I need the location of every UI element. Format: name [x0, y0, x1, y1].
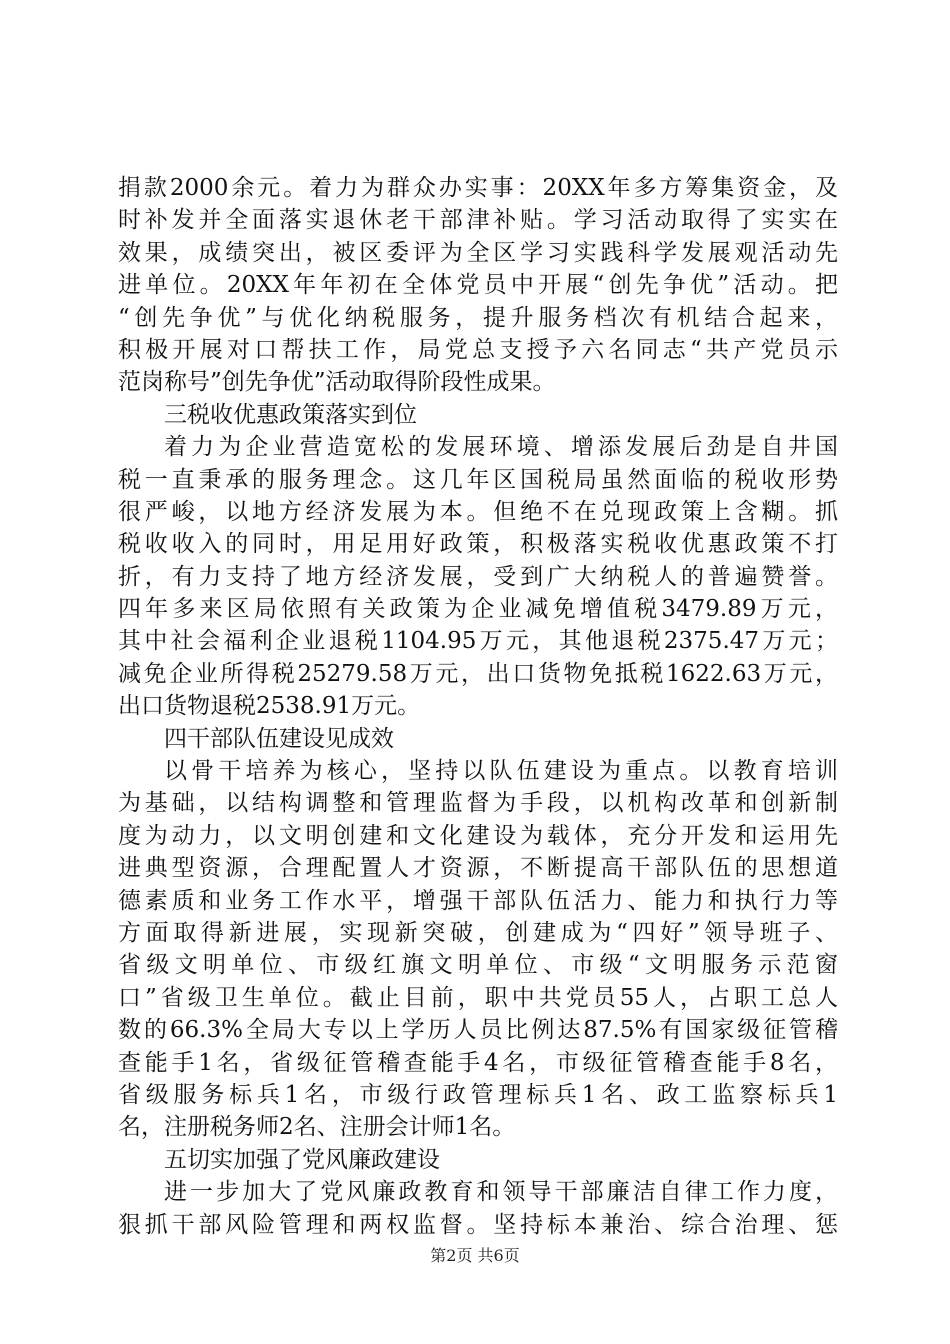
text-line: 范岗称号”创先争优”活动取得阶段性成果。 [118, 369, 556, 396]
text-line: 名，注册税务师2名、注册会计师1名。 [118, 1114, 516, 1141]
text-line: 很严峻，以地方经济发展为本。但绝不在兑现政策上含糊。抓 [118, 498, 838, 525]
text-line: 数的66.3%全局大专以上学历人员比例达87.5%有国家级征管稽 [118, 1017, 838, 1044]
text-line: 方面取得新进展，实现新突破，创建成为“四好”领导班子、 [118, 919, 838, 946]
text-line: 捐款2000余元。着力为群众办实事：20XX年多方筹集资金，及 [118, 175, 838, 201]
text-line: 税一直秉承的服务理念。这几年区国税局虽然面临的税收形势 [118, 466, 838, 493]
text-line: 狠抓干部风险管理和两权监督。坚持标本兼治、综合治理、惩 [118, 1211, 838, 1238]
text-line: 其中社会福利企业退税1104.95万元，其他退税2375.47万元； [118, 628, 838, 655]
text-line: 税收收入的同时，用足用好政策，积极落实税收优惠政策不打 [118, 531, 838, 558]
section-heading-4: 四干部队伍建设见成效 [164, 725, 394, 752]
text-line: 积极开展对口帮扶工作，局党总支授予六名同志“共产党员示 [118, 336, 838, 363]
section-heading-3: 三税收优惠政策落实到位 [164, 401, 417, 428]
text-line: 出口货物退税2538.91万元。 [118, 693, 421, 720]
text-line: 度为动力，以文明创建和文化建设为载体，充分开发和运用先 [118, 822, 838, 849]
paragraph-3 [118, 431, 838, 723]
text-line: 效果，成绩突出，被区委评为全区学习实践科学发展观活动先 [118, 239, 838, 266]
text-line: 德素质和业务工作水平，增强干部队伍活力、能力和执行力等 [118, 887, 838, 914]
text-line: 为基础，以结构调整和管理监督为手段，以机构改革和创新制 [118, 790, 838, 817]
text-line: 进典型资源，合理配置人才资源，不断提高干部队伍的思想道 [118, 855, 838, 882]
text-line: 进单位。20XX年年初在全体党员中开展“创先争优”活动。把 [118, 272, 838, 299]
text-line: 减免企业所得税25279.58万元，出口货物免抵税1622.63万元， [118, 660, 838, 687]
text-line: 口”省级卫生单位。截止目前，职中共党员55人，占职工总人 [118, 984, 838, 1011]
text-line: 四年多来区局依照有关政策为企业减免增值税3479.89万元， [118, 596, 838, 623]
paragraph-4 [118, 755, 838, 1144]
text-line: 查能手1名，省级征管稽查能手4名，市级征管稽查能手8名， [118, 1049, 838, 1076]
page-number-footer: 第2页 共6页 [430, 1246, 520, 1265]
text-line: 进一步加大了党风廉政教育和领导干部廉洁自律工作力度， [164, 1179, 838, 1206]
text-line: 以骨干培养为核心，坚持以队伍建设为重点。以教育培训 [164, 758, 838, 785]
paragraph-1 [118, 172, 838, 399]
text-line: 折，有力支持了地方经济发展，受到广大纳税人的普遍赞誉。 [118, 563, 838, 590]
document-body [118, 172, 838, 1241]
section-heading-5: 五切实加强了党风廉政建设 [164, 1146, 440, 1173]
text-line: 时补发并全面落实退休老干部津补贴。学习活动取得了实实在 [118, 207, 838, 234]
text-line: 着力为企业营造宽松的发展环境、增添发展后劲是自井国 [164, 434, 838, 461]
text-line: “创先争优”与优化纳税服务，提升服务档次有机结合起来， [118, 304, 838, 331]
text-line: 省级文明单位、市级红旗文明单位、市级“文明服务示范窗 [118, 952, 838, 979]
text-line: 省级服务标兵1名，市级行政管理标兵1名、政工监察标兵1 [118, 1081, 838, 1108]
paragraph-5 [118, 1176, 838, 1241]
